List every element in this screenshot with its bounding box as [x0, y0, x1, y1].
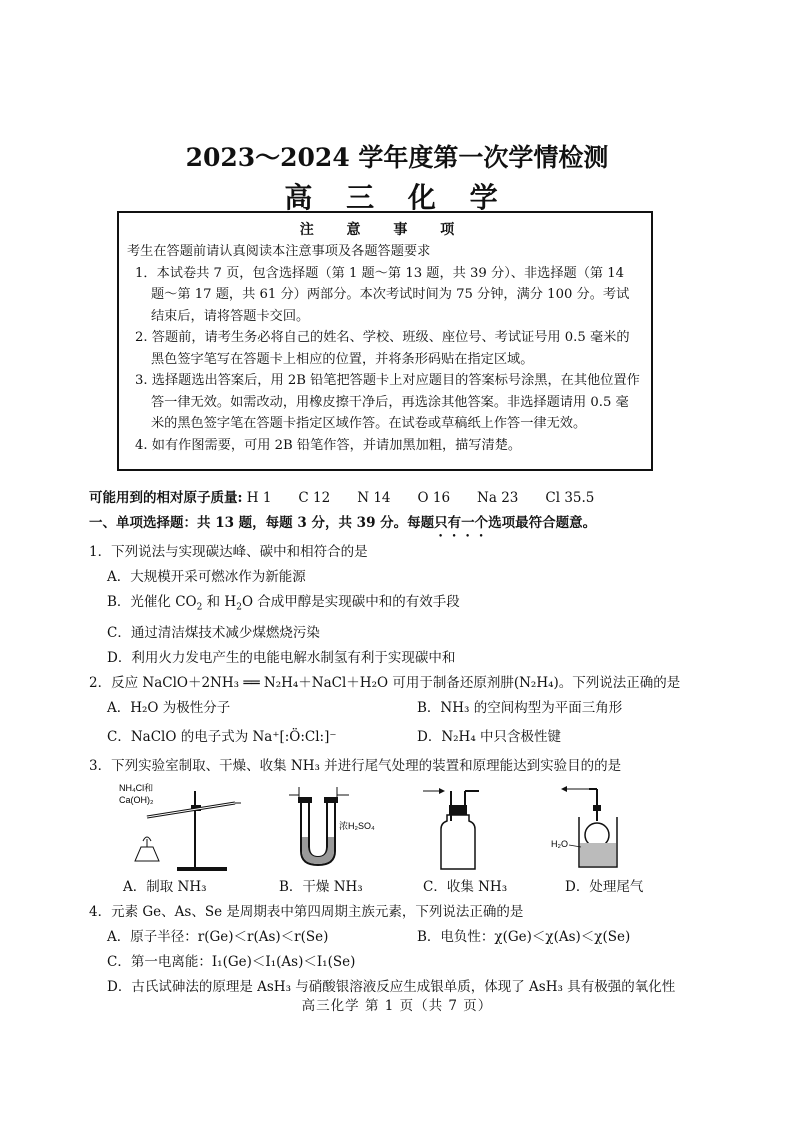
apparatus-d-icon: [549, 781, 659, 875]
q1-option-a: A．大规模开采可燃冰作为新能源: [107, 569, 306, 585]
apparatus-b-icon: [279, 781, 389, 875]
notice-item-4: 4. 如有作图需要，可用 2B 铅笔作答，并请加黑加粗，描写清楚。: [135, 437, 522, 453]
notice-intro: 考生在答题前请认真阅读本注意事项及各题答题要求: [127, 244, 431, 259]
q3-apparatus-figure: [89, 781, 709, 875]
notice-item-2: 2. 答题前，请考生务必将自己的姓名、学校、班级、座位号、考试证号用 0.5 毫米的黑色签字笔写在答题卡上相应的位置，并将条形码贴在指定区域。: [135, 330, 630, 367]
section-heading-emphasis: 只有一个: [434, 515, 489, 531]
section-heading-text: 一、单项选择题：共 13 题，每题 3 分，共 39 分。每题: [89, 515, 435, 531]
q2-option-c: C．NaClO 的电子式为 Na⁺[:Ö:Cl:]⁻: [107, 728, 337, 745]
section-heading: [89, 511, 709, 540]
question-body: [89, 486, 709, 1000]
notice-heading: 注 意 事 项: [299, 222, 469, 238]
q4-option-c: C．第一电离能：I₁(Ge)＜I₁(As)＜I₁(Se): [107, 953, 356, 970]
q3-reagent-label-2: Ca(OH)₂: [119, 794, 154, 805]
section-heading-tail: 选项最符合题意。: [488, 515, 597, 531]
q3-reagent-label-1: NH₄Cl和: [119, 782, 154, 793]
notice-item-1: 1．本试卷共 7 页，包含选择题（第 1 题～第 13 题，共 39 分）、非选择题（第 14 题～第 17 题，共 61 分）两部分。本次考试时间为 75 分钟，满分 100 分。考试结束后，请将答题卡交回。: [135, 265, 630, 324]
notice-box: [117, 211, 653, 471]
apparatus-a-icon: [117, 781, 247, 875]
q2-row-ab: [89, 696, 709, 721]
q3-water-label: H₂O: [551, 838, 568, 849]
q3-option-d: D．处理尾气: [565, 878, 644, 895]
q1-option-b: B．光催化 $CO_2$ 和 $H_2O$ 合成甲醇是实现碳中和的有效手段: [107, 594, 460, 613]
exam-subject: 高 三 化 学: [284, 181, 510, 214]
q3-stem: 3．下列实验室制取、干燥、收集 NH₃ 并进行尾气处理的装置和原理能达到实验目的的是: [89, 757, 622, 774]
page-footer: 高三化学 第 1 页（共 7 页）: [301, 998, 493, 1014]
atomic-masses-label: 可能用到的相对原子质量:: [89, 490, 243, 506]
q1-stem: 1．下列说法与实现碳达峰、碳中和相符合的是: [89, 544, 368, 560]
q4-option-a: A．原子半径：r(Ge)＜r(As)＜r(Se): [107, 928, 329, 945]
q4-row-ab: [89, 925, 709, 950]
q4-option-b: B．电负性：χ(Ge)＜χ(As)＜χ(Se): [417, 928, 631, 945]
q1-b-part3: O 合成甲醇是实现碳中和的有效手段: [241, 594, 460, 610]
exam-title: 2023～2024 学年度第一次学情检测: [185, 143, 609, 172]
q4-stem: 4．元素 Ge、As、Se 是周期表中第四周期主族元素，下列说法正确的是: [89, 903, 524, 920]
apparatus-c-icon: [419, 781, 519, 875]
q3-option-b: B．干燥 NH₃: [279, 878, 363, 895]
q2-option-d: D．N₂H₄ 中只含极性键: [417, 728, 562, 745]
q1-option-c: C．通过清洁煤技术减少煤燃烧污染: [107, 624, 320, 641]
q3-option-labels: [89, 875, 709, 900]
q2-option-b: B．NH₃ 的空间构型为平面三角形: [417, 699, 623, 716]
q2-option-a: A．H₂O 为极性分子: [107, 699, 231, 716]
atomic-masses-values: H 1 C 12 N 14 O 16 Na 23 Cl 35.5: [246, 490, 595, 506]
q2-row-cd: [89, 725, 709, 750]
q4-option-d: D．古氏试砷法的原理是 AsH₃ 与硝酸银溶液反应生成银单质，体现了 AsH₃ 具有极强的氧化性: [107, 978, 676, 995]
q1-option-d: D．利用火力发电产生的电能电解水制氢有利于实现碳中和: [107, 649, 456, 666]
q2-stem: 2．反应 NaClO＋2NH₃ ══ N₂H₄＋NaCl＋H₂O 可用于制备还原剂肼(N₂H₄)。下列说法正确的是: [89, 674, 681, 691]
atomic-masses: [89, 486, 709, 511]
notice-item-3: 3. 选择题选出答案后，用 2B 铅笔把答题卡上对应题目的答案标号涂黑，在其他位置作答一律无效。如需改动，用橡皮擦干净后，再选涂其他答案。非选择题请用 0.5 毫米的黑色签字笔在答题卡指定区域作答。在试卷或草稿纸上作答一律无效。: [135, 373, 640, 431]
q1-b-part2: 和 H: [202, 594, 237, 610]
q1-b-part1: B．光催化 CO: [107, 594, 197, 610]
q3-option-a: A．制取 NH₃: [123, 878, 207, 895]
q3-option-c: C．收集 NH₃: [423, 878, 508, 895]
q3-acid-label: 浓H₂SO₄: [339, 820, 375, 831]
